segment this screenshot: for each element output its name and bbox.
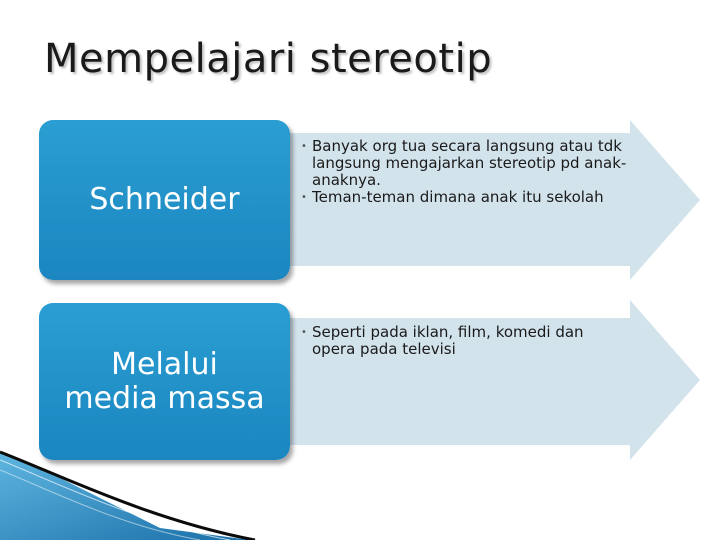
bullet-icon: • xyxy=(301,327,307,338)
bullet-item xyxy=(299,324,629,358)
corner-decoration xyxy=(0,440,260,540)
bullet-text: Banyak org tua secara langsung atau tdk langsung mengajarkan stereotip pd anak-anaknya. xyxy=(312,137,627,189)
bullet-item xyxy=(299,189,629,206)
bullet-text: Teman-teman dimana anak itu sekolah xyxy=(312,188,604,206)
slide-title: Mempelajari stereotip xyxy=(44,36,493,82)
category-box-media-massa xyxy=(39,303,290,460)
bullet-icon: • xyxy=(301,192,307,203)
category-box-schneider xyxy=(39,120,290,280)
category-label-line-1: Melalui xyxy=(111,346,218,382)
bullet-item xyxy=(299,138,629,189)
bullet-icon: • xyxy=(301,141,307,152)
category-label-schneider: Schneider xyxy=(89,182,240,218)
bullet-list-media-massa xyxy=(299,324,629,358)
category-label-line-2: media massa xyxy=(64,380,265,416)
bullet-text: Seperti pada iklan, film, komedi dan opera pada televisi xyxy=(312,323,584,358)
bullet-list-schneider xyxy=(299,138,629,206)
